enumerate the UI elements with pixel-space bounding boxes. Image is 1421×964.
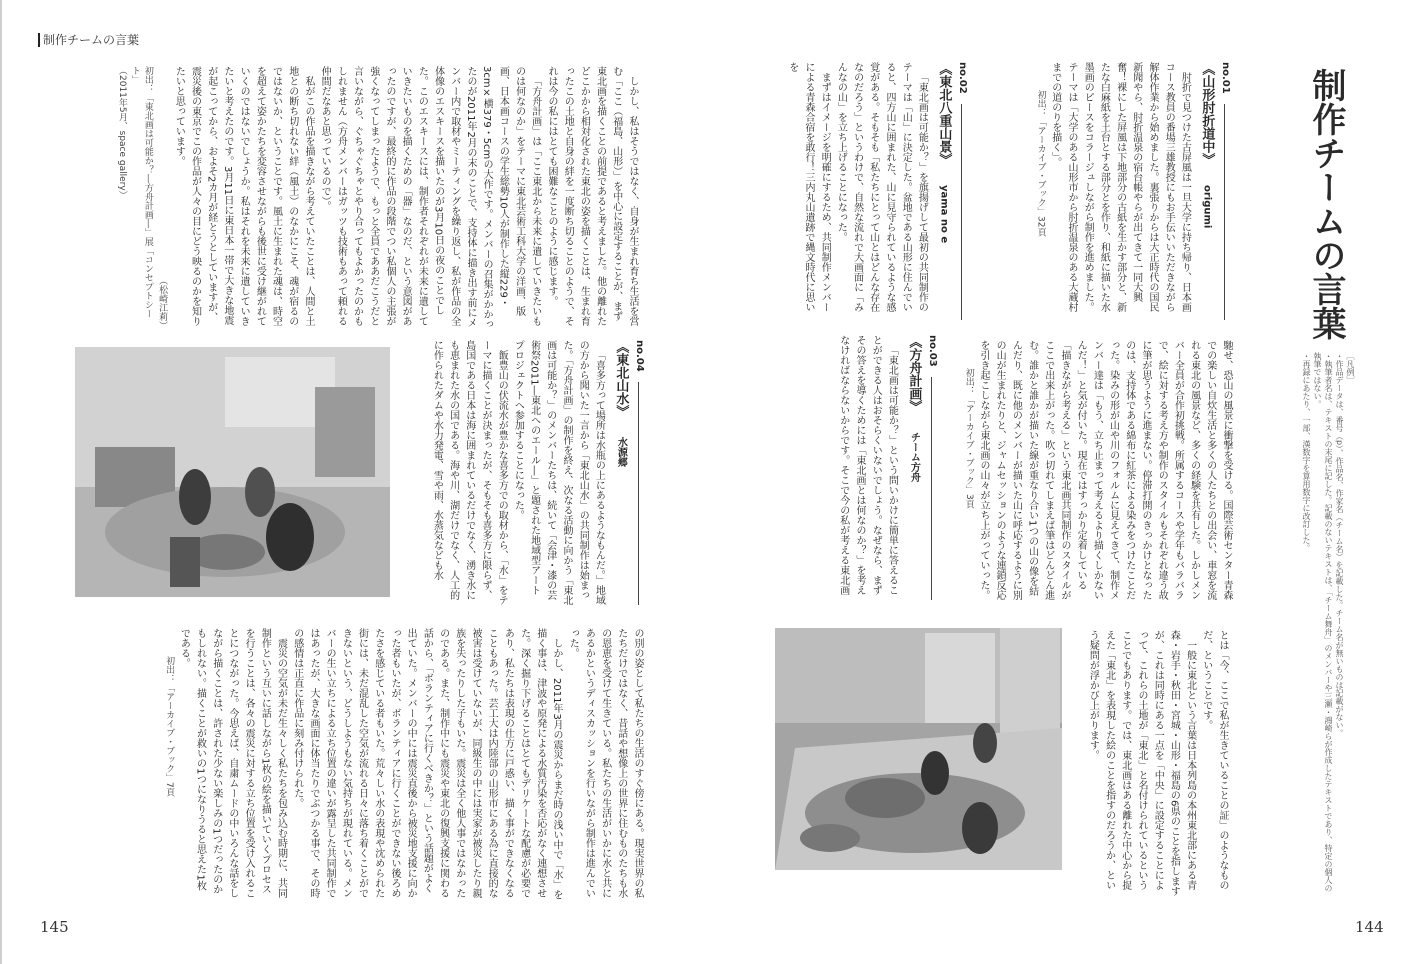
- body-paragraph: 飯豊山の伏流水が豊かな喜多方での取材から、「水」をテーマに描くことが決まったが、そもそも喜多方に限らず、島国である日本は海に囲まれているだけでなく、湧き水にも恵まれた水の国である。海や川、湖だけでなく、人工的に作られたダムや水力発電、雪や雨、水蒸気なども水: [431, 340, 508, 605]
- photo-image: [75, 347, 390, 597]
- team-name: 水源郷: [615, 436, 627, 467]
- header-bar: [38, 33, 40, 47]
- running-header: [38, 31, 139, 48]
- article-no02-continued: [942, 340, 1234, 602]
- article-number-row: [1216, 62, 1233, 320]
- article-heading: [903, 335, 923, 600]
- team-name: チーム方舟: [908, 431, 920, 482]
- photo-students-painting: [75, 347, 390, 597]
- team-name: origumi: [1201, 184, 1213, 228]
- divider-rule: [1224, 104, 1226, 320]
- article-number: no.02: [957, 62, 968, 94]
- citation: 初出：「アーカイブ・ブック」7頁: [164, 656, 175, 797]
- body-paragraph: 馳せ、恐山の風景に衝撃を受ける。国際芸術センター青森での楽しい自炊生活と多くの人たちとの出会い、車窓を流れる東北の風景など、多くの経験を共有した。しかしメンバー全員が合作初挑戦。所属するコースや学年もバラバラで、絵に対する考え方や制作のスタイルもそれぞれ違う故に筆が思うように進まない。停滞打開のきっかけとなったのは、支持体である綿布に紅茶による染みをつけたことだった。染みの形が山や川のフォルムに見えてきて、制作メンバー達は「もう、立ち止まって考えるより描くしかないんだ！」と気が付いた。現在ではすっかり定着している「描きながら考える」という東北画共同制作のスタイルがここで出来上がった。吹っ切れてしまえば筆はどんどん進む。誰かと誰かが描いた線が重なり合い1つの山の像を結んだり、既に他のメンバーが描いた山に呼応するように別の山が生まれたりと、ジャムセッションのような連鎖反応を引き起こしながら東北画の山々が立ち上がっていった。: [977, 340, 1232, 600]
- legend-heading: ［凡例］: [1346, 352, 1355, 384]
- running-header-title: 制作チームの言葉: [43, 33, 140, 47]
- article-number-row: [630, 340, 647, 605]
- divider-rule: [961, 104, 963, 320]
- body-paragraph: 震災の空気が未だ生々しく私たちを包み込む時期に、共同制作という互いに話しながら1枚の絵を描いていくプロセスを行うことは、各々の震災に対する立ち位置を受け入れることにつながった。今思えば、自粛ムードの中いろんな話をしながら描くことは、許された少ない楽しみの1つだったのかもしれない。描くことが救いの1つになりうると思えた1枚である。: [178, 628, 287, 898]
- work-title: 《山形肘折道中》: [1199, 62, 1215, 166]
- body-paragraph: 「東北画は可能か？」という問いかけに簡単に答えることができる人はおそらくいないでしょう。なぜなら、まずその答えを導くためには「東北画とは何なのか？」を考えなければならないからです。そこで今の私が考える東北画: [837, 335, 898, 595]
- divider-rule: [638, 382, 640, 605]
- body-paragraph: まずはイメージを明確にするため、共同制作メンバーによる青森合宿を敢行！三内丸山遺跡で縄文時代に思いを: [786, 62, 831, 312]
- article-no03-continued: [1085, 630, 1230, 898]
- legend-item: ・執筆者名は、テキストの末尾に記した。記載のないテキストは、「チーム舞舟」のメンバーや三瀬・鴻崎らが作成したテキストであり、特定の個人の執筆ではない。: [1313, 352, 1333, 892]
- body-paragraph: 「方舟計画」は「ここ東北から未来に遺していきたいものは何なのか」をテーマに東北芸術工科大学の洋画、版画、日本画コースの学生総勢10人が制作した縦229・3cm×横379・5cmの大作です。メンバーの召集がかかったのが2011年2月の末のことで、支持体に描き出す前にメンバー内で取材やミーティングを繰り返し、私が作品の全体像のエスキースを描いたのが3月10日の夜のことでした。このエスキースには、制作者それぞれが未来に遺していきたいものを描くための「器」なのだ、という意図があったのですが、最終的に作品の段階でつい私個人の主張が強くなってしまったようで、もっと全員でああだこうだと言いながら、ぐちゃぐちゃとやり合ってもよかったのかもしれません（方舟メンバーはガッツも技術もあって頼れる仲間だなあと思っているので）。: [319, 66, 541, 330]
- article-no04-continued: [100, 628, 645, 900]
- body-paragraph: しかし、私はそうではなく、自身が生まれ育ち生活を営む「ここ（福島、山形）」を中心に設定することが、まず東北画を描くことの前提であると考えました。他の離れたどこかから相対化された東北の姿を描くことは、生まれ育ったこの土地と自身の絆を一度断ち切ることのようで、それは今の私にはとても困難なことのように感じます。: [545, 66, 638, 326]
- article-number: no.03: [927, 335, 938, 367]
- body-paragraph: 私がこの作品を描きながら考えていたことは、人間と土地との断ち切れない絆（風土）のなかにこそ、魂が宿るのではないか、ということです。風土に生まれた魂は、時空を超えて姿かたちを変容させながらも後世に受け継がれていくのではないでしょうか。私はそれを未来に遺していきたいと考えたのです。3月11日に東日本一帯で大きな地震が起こってから、およそ2カ月が経とうとしていますが、震災後の東京でこの作品が人々の目にどう映るのかを知りたいと思っています。: [173, 66, 314, 326]
- article-number: no.01: [1220, 62, 1231, 94]
- article-no03: [775, 335, 940, 600]
- body-paragraph: 肘折で見つけた古屏風は一旦大学に持ち帰り、日本画コース教員の番場三雄教授にもお手伝いいただきながら解体作業から始めました。裏張りからは大正時代の国民新聞やら、肘折温泉の宿台帳やらが出てきて一同大興奮！裸にした屏風は下地部分の古紙を生かす部分と、新たな白麻紙を土台とする部分とを作り、和紙に描いた水墨画のピースをコラージュしながら制作を進めました。テーマは「大学のある山形市から肘折温泉のある大蔵村までの道のりを描く」。: [1049, 62, 1191, 312]
- work-title: 《東北山水》: [613, 340, 629, 418]
- citation-line: 初出：「東北画は可能か？―方舟計画―」展「コンセプトシート」: [129, 66, 153, 318]
- citation-line: （2011年5月、space gallery）: [116, 66, 127, 200]
- citation: [115, 66, 154, 330]
- page-edge: [0, 0, 2, 964]
- article-no04: [405, 340, 647, 605]
- body-paragraph: 一般に東北という言葉は日本列島の本州東北部にある青森・岩手・秋田・宮城・山形・福島の6県のことを指しますが、これは同時にある一点を「中央」に設定することによって、これらの土地が「東北」と名付けられているということでもあります。では、東北画はある離れた中心から捉えた「東北」を表現した絵のことを指すのだろうか、という疑問が浮かび上がります。: [1087, 630, 1196, 897]
- article-no03-continued-2: [60, 66, 640, 330]
- page-title: 制作チームの言葉: [1306, 68, 1346, 340]
- body-paragraph: 「喜多方って場所は水瓶の上にあるようなもんだ。」地域の方から聞いた一言から「東北山水」の共同制作は始まった。「方舟計画」の制作を終え、次なる活動に向かう「東北画は可能か？」のメンバーたちは、続いて「会津・漆の芸術祭2011―東北へのエール―」と題された地域型アートプロジェクトへ参加することになった。: [512, 340, 605, 605]
- article-no02: [775, 62, 970, 320]
- citation: 初出：「アーカイブ・ブック」32頁: [1035, 90, 1046, 237]
- photo-image: [775, 628, 1062, 870]
- article-number-row: [953, 62, 970, 320]
- citation: 初出：「アーカイブ・ブック」3頁: [963, 368, 974, 509]
- photo-large-painting-floor: [775, 628, 1062, 870]
- body-paragraph: の別の姿として私たちの生活のすぐ傍にある。現実世界の私たちだけではなく、昔話や想像上の世界に住むものたちも水の恩恵を受けて生きている。私たちの生活がいかに水と共にあるかというディスカッションを行いながら制作は進んでいった。: [567, 628, 643, 898]
- article-number-row: [923, 335, 940, 600]
- body-paragraph: 「東北画は可能か？」を旗揚げして最初の共同制作のテーマは「山」に決定した。盆地である山形に住んでいると、四方山に囲まれた、山に見守られているような感覚がある。そもそも「私たちにとって山とはどんな存在なのだろう」というわけで、自然な流れで大画面に「みんなの山」を立ち上げることになった。: [835, 62, 928, 312]
- article-heading: [1196, 62, 1216, 320]
- article-number: no.04: [634, 340, 645, 372]
- body-paragraph: とは「今、ここで私が生きていることの証」のようなものだ、ということです。: [1200, 630, 1228, 890]
- article-no01: [1005, 62, 1233, 320]
- legend-item: ・作品データは、番号（p）、作品名、作家名（チーム名）を記載した。チーム名が無いものは記載がない。: [1335, 352, 1344, 738]
- page-number-left: 145: [40, 918, 69, 936]
- legend-notes: [1292, 352, 1356, 897]
- work-title: 《東北八重山景》: [936, 62, 952, 166]
- page-number-right: 144: [1355, 918, 1384, 936]
- legend-item: ・再録にあたり、一部、漢数字を算用数字に改訂した。: [1302, 352, 1311, 552]
- author-name: （松崎江莉）: [157, 276, 168, 330]
- article-heading: [610, 340, 630, 605]
- team-name: yama no e: [938, 184, 950, 243]
- work-title: 《方舟計画》: [906, 335, 922, 413]
- article-heading: [933, 62, 953, 320]
- divider-rule: [931, 377, 933, 600]
- body-paragraph: しかし、2011年3月の震災からまだ時の浅い中で「水」を描く事は、津波や原発による水質汚染を否応がなく連想させた。深く掘り下げることはとてもデリケートな配慮が必要であり、私たちは表現の仕方に戸惑い、描く事ができなくなることもあった。芸工大は内陸部の山形市にある為に直接的な被害は受けていないが、同級生の中には実家が被災したり親族を失ったりした子もいた。震災は全く他人事ではなかったのである。また、制作中にも震災や東北の復興支援に関わる話から、「ボランティアに行くべきか？」という話題がよく出ていた。メンバーの中には震災直後から被災地支援に向かった者もいたが、ボランティアに行くことができない後ろめたさを感じている者もいた。荒々しい水の表現や沈められた街には、未だ混乱した空気が流れる日々に落ち着くことができないという、どうしようもない気持ちが現れている。メンバーの生い立ちによる立ち位置の違いが露呈した共同制作ではあったが、大きな画面に体当たりでぶつかる事で、その時の感情は正直に作品に刻み付けられた。: [291, 628, 562, 900]
